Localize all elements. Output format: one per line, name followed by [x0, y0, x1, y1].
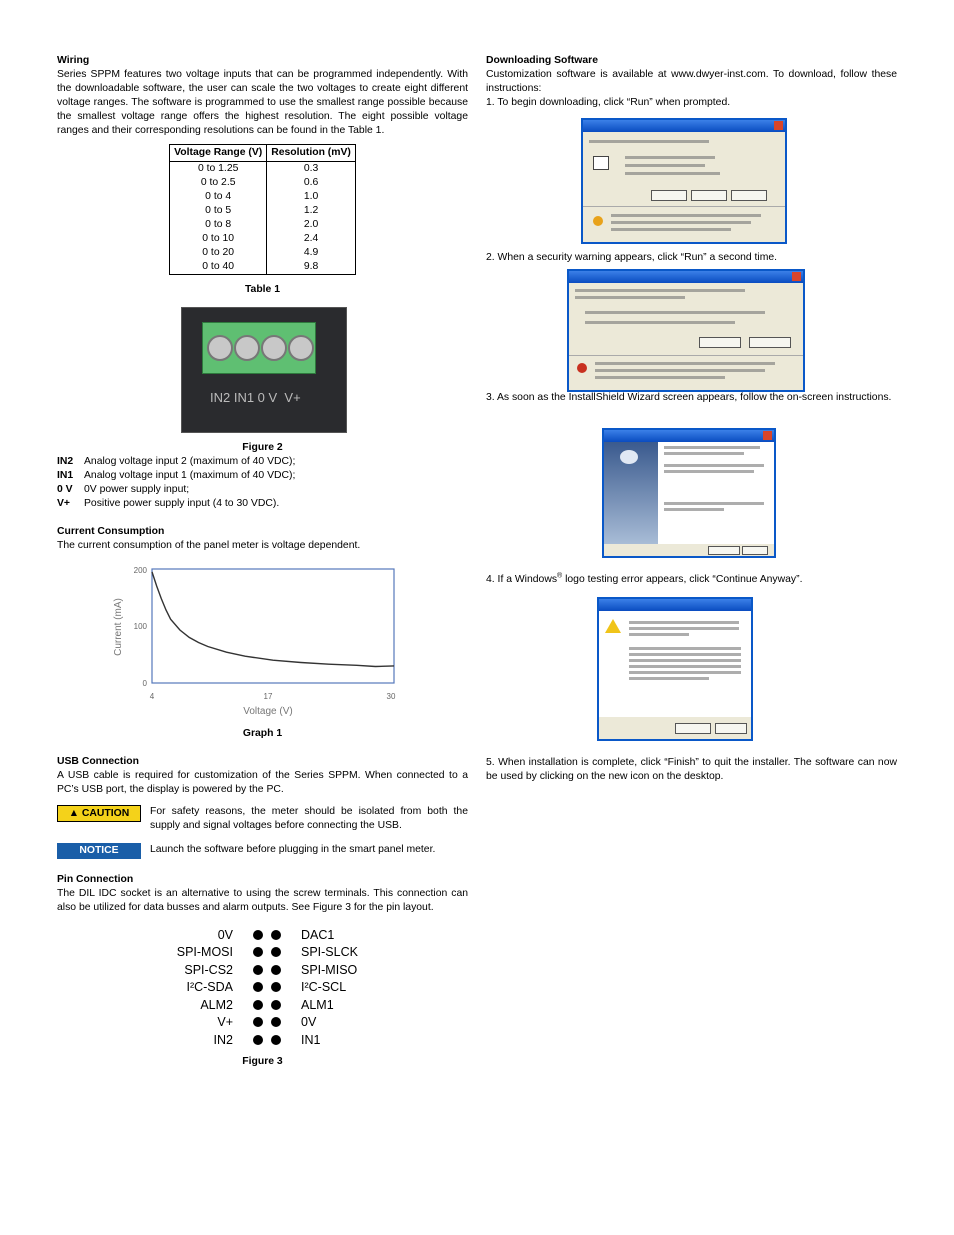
pin-row	[57, 926, 468, 944]
wiring-heading: Wiring	[57, 55, 90, 66]
download-heading: Downloading Software	[486, 55, 598, 66]
usb-text: A USB cable is required for customization of the Series SPPM. When connected to a PC’s USB port, the display is powered by the PC.	[57, 770, 468, 795]
table-row	[170, 218, 356, 232]
term: V+	[57, 498, 70, 509]
graph-caption: Graph 1	[242, 728, 283, 739]
current-graph	[57, 557, 468, 717]
caution-badge	[57, 805, 141, 822]
dialog-button	[742, 546, 768, 555]
table-row	[170, 260, 356, 275]
caution-label: CAUTION	[81, 808, 130, 819]
terminal-block	[202, 322, 316, 374]
list-item	[57, 483, 468, 497]
figure3-caption: Figure 3	[242, 1055, 283, 1067]
dialog-button	[699, 337, 741, 348]
pin-label-left: V+	[217, 1015, 233, 1030]
notice-badge-wrap	[57, 843, 150, 859]
download-step1: 1. To begin downloading, click “Run” when prompted.	[486, 97, 731, 108]
pin-label-right: IN1	[301, 1032, 321, 1047]
x-tick-label: 4	[149, 692, 155, 701]
table-cell: 0.3	[267, 162, 356, 177]
shield-icon	[577, 363, 587, 373]
caution-badge-wrap	[57, 805, 150, 833]
caution-text: For safety reasons, the meter should be isolated from both the supply and signal voltages before connecting the USB.	[150, 806, 468, 831]
term-desc: Analog voltage input 2 (maximum of 40 VDC);	[84, 456, 296, 467]
table-cell: 0 to 5	[170, 204, 267, 218]
pin-label-right: DAC1	[301, 927, 335, 942]
installshield-wizard-screenshot	[602, 428, 776, 558]
download-step4-b: logo testing error appears, click “Continue Anyway”.	[562, 574, 803, 585]
download-step3: 3. As soon as the InstallShield Wizard screen appears, follow the on-screen instructions.	[486, 392, 892, 403]
notice-badge: NOTICE	[57, 843, 141, 859]
left-column	[57, 54, 468, 1069]
pin-row	[57, 1031, 468, 1049]
table-cell: 2.4	[267, 232, 356, 246]
pin-dot	[271, 1017, 281, 1027]
terms-list	[57, 455, 468, 511]
warning-triangle-icon: ▲	[68, 808, 80, 819]
pin-label-right: I²C-SCL	[301, 980, 347, 995]
term: IN2	[57, 456, 74, 467]
table-header: Resolution (mV)	[267, 145, 356, 162]
pin-row	[57, 944, 468, 962]
y-tick-label: 100	[133, 622, 147, 631]
table-cell: 4.9	[267, 246, 356, 260]
pin-dot	[271, 1000, 281, 1010]
term: IN1	[57, 470, 74, 481]
pin-label-left: 0V	[217, 927, 233, 942]
title-bar	[599, 599, 751, 611]
wiring-text: Series SPPM features two voltage inputs that can be programmed independently. With the downloadable software, the user can scale the two voltages to create eight different voltage ranges. The software is programmed to use the smallest range possible because the smallest voltage range offers the highest resolution. The eight possible voltage ranges and their corresponding resolutions can be found in the Table 1.	[57, 69, 468, 136]
table-cell: 0 to 4	[170, 190, 267, 204]
dialog-button	[715, 723, 747, 734]
term: 0 V	[57, 484, 73, 495]
table-cell: 1.0	[267, 190, 356, 204]
software-installation-dialog-screenshot	[597, 597, 753, 741]
y-tick-label: 200	[133, 566, 147, 575]
screw-icon	[207, 335, 233, 361]
usb-heading: USB Connection	[57, 756, 139, 767]
dialog-button	[675, 723, 711, 734]
installshield-logo-icon	[620, 450, 638, 464]
x-tick-label: 17	[263, 692, 273, 701]
pin-label-left: I²C-SDA	[186, 980, 233, 995]
table-cell: 2.0	[267, 218, 356, 232]
term-desc: Analog voltage input 1 (maximum of 40 VDC);	[84, 470, 296, 481]
table-cell: 0 to 8	[170, 218, 267, 232]
download-step4-a: 4. If a Windows	[486, 574, 558, 585]
screw-icon	[234, 335, 260, 361]
table-cell: 9.8	[267, 260, 356, 275]
table-row	[170, 190, 356, 204]
table-caption: Table 1	[244, 284, 281, 295]
download-step3-wrap	[486, 391, 897, 405]
pin-dot	[271, 930, 281, 940]
dialog-button	[749, 337, 791, 348]
notice-block	[57, 843, 468, 859]
security-warning-dialog-screenshot	[567, 269, 805, 392]
pin-heading: Pin Connection	[57, 874, 134, 885]
title-bar	[569, 271, 803, 283]
pin-text: The DIL IDC socket is an alternative to using the screw terminals. This connection can also be utilized for data busses and alarm outputs. See Figure 3 for the pin layout.	[57, 888, 468, 913]
table-header: Voltage Range (V)	[170, 145, 267, 162]
term-desc: 0V power supply input;	[84, 484, 190, 495]
pin-dot	[253, 930, 263, 940]
pin-dot	[271, 1035, 281, 1045]
pin-row	[57, 1014, 468, 1032]
pin-label-right: SPI-SLCK	[301, 945, 358, 960]
dialog-button	[731, 190, 767, 201]
table-cell: 0 to 10	[170, 232, 267, 246]
screw-icon	[288, 335, 314, 361]
pin-label-left: SPI-MOSI	[176, 945, 233, 960]
pin-label-left: IN2	[213, 1032, 233, 1047]
table-cell: 0.6	[267, 176, 356, 190]
pin-dot	[253, 947, 263, 957]
pin-dot	[253, 982, 263, 992]
table-row	[170, 232, 356, 246]
dialog-button	[708, 546, 740, 555]
pin-label-right: ALM1	[301, 997, 334, 1012]
pin-row	[57, 979, 468, 997]
table-cell: 1.2	[267, 204, 356, 218]
right-column	[486, 54, 897, 110]
list-item	[57, 455, 468, 469]
download-step5: 5. When installation is complete, click “Finish” to quit the installer. The software can now be used by clicking on the new icon on the desktop.	[486, 757, 897, 782]
table-cell: 0 to 20	[170, 246, 267, 260]
pin-label-right: 0V	[301, 1015, 317, 1030]
list-item	[57, 497, 468, 511]
pin-dot	[271, 965, 281, 975]
download-step2: 2. When a security warning appears, click “Run” a second time.	[486, 252, 778, 263]
x-tick-label: 30	[386, 692, 396, 701]
table-row	[170, 176, 356, 190]
pin-label-right: SPI-MISO	[301, 962, 358, 977]
download-step5-wrap	[486, 756, 897, 784]
pin-dot	[253, 1017, 263, 1027]
y-axis-label: Current (mA)	[113, 598, 124, 656]
close-icon	[792, 272, 801, 281]
term-desc: Positive power supply input (4 to 30 VDC).	[84, 498, 280, 509]
series-line	[152, 572, 394, 667]
pin-dot	[253, 1035, 263, 1045]
pin-dot	[253, 1000, 263, 1010]
pin-row	[57, 996, 468, 1014]
pin-dot	[271, 947, 281, 957]
caution-block	[57, 805, 468, 833]
terminal-block-photo	[181, 307, 347, 433]
table-row	[170, 162, 356, 177]
current-text: The current consumption of the panel meter is voltage dependent.	[57, 540, 361, 551]
table-cell: 0 to 1.25	[170, 162, 267, 177]
pin-row	[57, 961, 468, 979]
table-cell: 0 to 40	[170, 260, 267, 275]
pin-dot	[271, 982, 281, 992]
y-tick-label: 0	[142, 679, 147, 688]
current-heading: Current Consumption	[57, 526, 165, 537]
terminal-labels: IN2 IN1 0 V V+	[210, 390, 301, 405]
table-row	[170, 246, 356, 260]
dialog-button	[651, 190, 687, 201]
notice-text: Launch the software before plugging in the smart panel meter.	[150, 844, 436, 855]
close-icon	[774, 121, 783, 130]
pin-dot	[253, 965, 263, 975]
table-cell: 0 to 2.5	[170, 176, 267, 190]
list-item	[57, 469, 468, 483]
x-axis-label: Voltage (V)	[243, 706, 293, 717]
shield-icon	[593, 216, 603, 226]
download-step4-wrap	[486, 573, 897, 587]
dialog-button	[691, 190, 727, 201]
screw-icon	[261, 335, 287, 361]
download-intro: Customization software is available at www.dwyer-inst.com. To download, follow these instructions:	[486, 69, 897, 94]
close-icon	[763, 431, 772, 440]
title-bar	[583, 120, 785, 132]
pin-label-left: ALM2	[200, 997, 233, 1012]
warning-triangle-icon	[605, 619, 621, 633]
download-step2-wrap	[486, 251, 897, 265]
file-icon	[593, 156, 609, 170]
pin-label-left: SPI-CS2	[184, 962, 233, 977]
file-download-dialog-screenshot	[581, 118, 787, 244]
figure2-caption: Figure 2	[242, 442, 283, 453]
voltage-range-table	[169, 144, 356, 275]
table-row	[170, 204, 356, 218]
title-bar	[604, 430, 774, 442]
pin-layout	[57, 926, 468, 1049]
registered-mark: ®	[557, 572, 563, 580]
